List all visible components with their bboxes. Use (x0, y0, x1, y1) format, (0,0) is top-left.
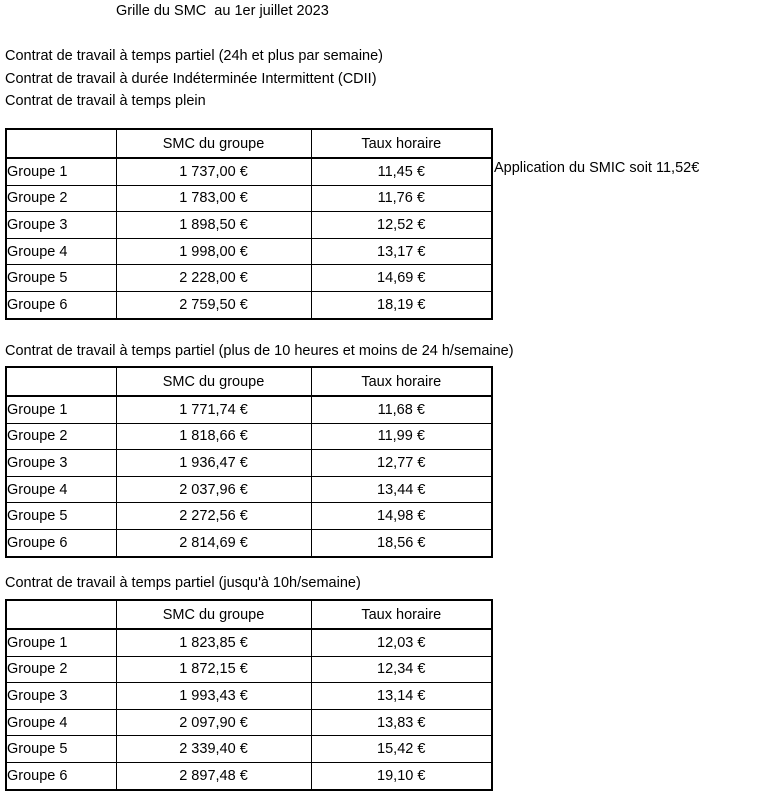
cell-taux: 13,14 € (311, 683, 492, 710)
cell-smc: 1 818,66 € (116, 423, 311, 450)
column-header-blank (6, 129, 116, 158)
cell-group: Groupe 6 (6, 291, 116, 318)
table-row (6, 476, 492, 503)
cell-group: Groupe 3 (6, 450, 116, 477)
cell-smc: 2 897,48 € (116, 762, 311, 789)
table-row (6, 762, 492, 789)
table-row (6, 238, 492, 265)
column-header-taux: Taux horaire (311, 129, 492, 158)
column-header-blank (6, 367, 116, 396)
table-header-row (6, 129, 492, 158)
smc-table-partiel-10h (5, 599, 493, 791)
cell-smc: 1 737,00 € (116, 158, 311, 185)
cell-smc: 2 272,56 € (116, 503, 311, 530)
cell-group: Groupe 1 (6, 629, 116, 656)
cell-taux: 11,99 € (311, 423, 492, 450)
table-row (6, 656, 492, 683)
cell-smc: 2 339,40 € (116, 736, 311, 763)
table-row (6, 158, 492, 185)
cell-taux: 14,98 € (311, 503, 492, 530)
cell-smc: 1 936,47 € (116, 450, 311, 477)
table-row (6, 396, 492, 423)
table-row (6, 503, 492, 530)
intro-line-1: Contrat de travail à temps partiel (24h et plus par semaine) (5, 48, 383, 64)
cell-smc: 1 823,85 € (116, 629, 311, 656)
cell-smc: 1 993,43 € (116, 683, 311, 710)
cell-smc: 2 228,00 € (116, 265, 311, 292)
cell-group: Groupe 4 (6, 238, 116, 265)
cell-smc: 1 898,50 € (116, 212, 311, 239)
section-heading-partiel-10h: Contrat de travail à temps partiel (jusqu'à 10h/semaine) (5, 575, 361, 591)
table-row (6, 683, 492, 710)
intro-line-3: Contrat de travail à temps plein (5, 93, 206, 109)
cell-taux: 13,17 € (311, 238, 492, 265)
cell-group: Groupe 5 (6, 736, 116, 763)
table-row (6, 629, 492, 656)
table-row (6, 709, 492, 736)
cell-taux: 11,68 € (311, 396, 492, 423)
cell-group: Groupe 3 (6, 212, 116, 239)
cell-smc: 1 872,15 € (116, 656, 311, 683)
cell-group: Groupe 4 (6, 709, 116, 736)
intro-paragraph (5, 45, 383, 113)
table-row (6, 736, 492, 763)
smic-note: Application du SMIC soit 11,52€ (494, 160, 700, 176)
cell-taux: 11,45 € (311, 158, 492, 185)
cell-group: Groupe 1 (6, 158, 116, 185)
cell-group: Groupe 6 (6, 529, 116, 556)
smc-table-partiel-10-24h (5, 366, 493, 558)
table-row (6, 265, 492, 292)
cell-group: Groupe 1 (6, 396, 116, 423)
cell-group: Groupe 2 (6, 423, 116, 450)
column-header-smc: SMC du groupe (116, 367, 311, 396)
table-row (6, 529, 492, 556)
cell-smc: 1 771,74 € (116, 396, 311, 423)
cell-group: Groupe 2 (6, 656, 116, 683)
table-row (6, 185, 492, 212)
cell-group: Groupe 3 (6, 683, 116, 710)
cell-group: Groupe 4 (6, 476, 116, 503)
cell-group: Groupe 2 (6, 185, 116, 212)
cell-smc: 2 037,96 € (116, 476, 311, 503)
table-row (6, 423, 492, 450)
cell-taux: 18,56 € (311, 529, 492, 556)
cell-taux: 19,10 € (311, 762, 492, 789)
cell-smc: 1 998,00 € (116, 238, 311, 265)
cell-group: Groupe 6 (6, 762, 116, 789)
table-row (6, 212, 492, 239)
cell-smc: 2 097,90 € (116, 709, 311, 736)
intro-line-2: Contrat de travail à durée Indéterminée Intermittent (CDII) (5, 70, 377, 87)
cell-taux: 12,03 € (311, 629, 492, 656)
cell-taux: 13,83 € (311, 709, 492, 736)
table-row (6, 291, 492, 318)
cell-taux: 18,19 € (311, 291, 492, 318)
column-header-smc: SMC du groupe (116, 600, 311, 629)
cell-group: Groupe 5 (6, 503, 116, 530)
table-header-row (6, 600, 492, 629)
cell-taux: 13,44 € (311, 476, 492, 503)
section-heading-partiel-10-24h: Contrat de travail à temps partiel (plus de 10 heures et moins de 24 h/semaine) (5, 343, 514, 359)
column-header-taux: Taux horaire (311, 600, 492, 629)
cell-taux: 14,69 € (311, 265, 492, 292)
cell-smc: 1 783,00 € (116, 185, 311, 212)
cell-taux: 11,76 € (311, 185, 492, 212)
column-header-smc: SMC du groupe (116, 129, 311, 158)
cell-smc: 2 759,50 € (116, 291, 311, 318)
document-title: Grille du SMC au 1er juillet 2023 (116, 3, 329, 19)
cell-taux: 12,52 € (311, 212, 492, 239)
table-row (6, 450, 492, 477)
cell-taux: 12,77 € (311, 450, 492, 477)
smc-table-temps-plein (5, 128, 493, 320)
cell-taux: 15,42 € (311, 736, 492, 763)
cell-group: Groupe 5 (6, 265, 116, 292)
cell-taux: 12,34 € (311, 656, 492, 683)
table-header-row (6, 367, 492, 396)
column-header-taux: Taux horaire (311, 367, 492, 396)
column-header-blank (6, 600, 116, 629)
cell-smc: 2 814,69 € (116, 529, 311, 556)
